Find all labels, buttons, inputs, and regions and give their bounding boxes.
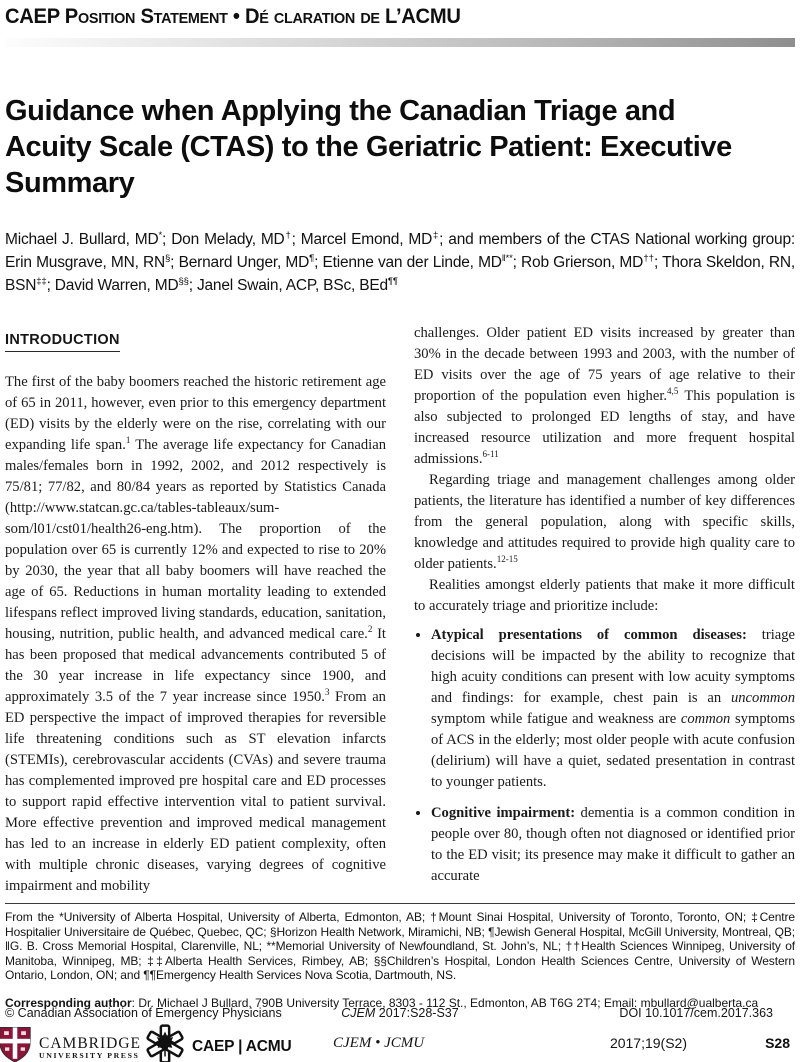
page-footer [5, 1026, 795, 1062]
article-body [5, 323, 795, 898]
journal-citation: CJEM 2017:S28-S37 [341, 1006, 459, 1020]
journal-name: CJEM • JCMU [333, 1035, 425, 1051]
cambridge-university-press-logo [0, 1026, 141, 1062]
affiliations-footnote: From the *University of Alberta Hospital, University of Alberta, Edmonton, AB; †Mount Sinai Hospital, University of Toronto, Toronto, ON; ‡Centre Hospitalier Universitaire de Québec, Quebec, QC; §Horizon Health Network, Miramichi, NB; ¶Jewish General Hospital, McGill University, Montreal, QB; ‖G. B. Cross Memorial Hospital, Clarenville, NL; **Memorial University of Newfoundland, St. John’s, NL; ††Health Sciences Winnipeg, University of Manitoba, Winnipeg, MB; ‡‡Alberta Health Services, Rimbey, AB; §§Children’s Hospital, London Health Sciences Centre, University of Western Ontario, London, ON; and ¶¶Emergency Health Services Nova Scotia, Dartmouth, NS. [5, 910, 795, 983]
page-number: S28 [765, 1035, 790, 1051]
series-header: CAEP Position Statement • Dé claration de L’ACMU [5, 5, 461, 28]
footnote-block [5, 903, 795, 1011]
caep-acmu-wordmark: CAEP | ACMU [192, 1037, 292, 1055]
introduction-paragraph: Regarding triage and management challenges among older patients, the literature has identified a number of key differences from the general population, along with specific skills, knowledge and attitudes required to provide high quality care to older patients.$^{12-15}$ [414, 472, 795, 572]
caep-acmu-logo [145, 1024, 291, 1062]
page-title: Guidance when Applying the Canadian Triage and Acuity Scale (CTAS) to the Geriatric Patient: Executive Summary [5, 95, 732, 199]
introduction-paragraph: The first of the baby boomers reached the historic retirement age of 65 in 2011, however, even prior to this emergency department (ED) visits by the elderly were on the rise, correlating with our expanding life span.$^1$ The average life expectancy for Canadian males/females born in 1992, 2002, and 2012 respectively is 75/81; 77/82, and 80/84 years as reported by Statistics Canada (http://www.statcan.gc.ca/tables-tableaux/sum-som/l01/cst01/health26-eng.htm). The proportion of the population over 65 is currently 12% and expected to rise to 20% by 2030, the year that all baby boomers will have reached the age of 65. Reductions in human mortality leading to extended lifespans reflect improved living standards, education, sanitation, housing, nutrition, public health, and advanced medical care.$^2$ It has been proposed that medical advancements contributed 5 of the 30 year increase in life expectancy since 1900, and approximately 3.5 of the 7 year increase since 1950.$^3$ From an ED perspective the impact of improved therapies for reversible life threatening conditions such as ST elevation infarcts (STEMIs), cerebrovascular accidents (CVAs) and severe trauma has complemented improved pre hospital care and ED processes to support rapid effective intervention vital to patient survival. More effective prevention and improved medical management has led to an increase in elderly ED patient complexity, often with multiple chronic diseases, varying degrees of cognitive impairment and mobility [5, 374, 386, 894]
list-item: • Cognitive impairment: dementia is a common condition in people over 80, though often not diagnosed or identified prior to the ED visit; its presence may make it difficult to gather an accurate [431, 803, 795, 887]
corresponding-author-note: Corresponding author: Dr. Michael J Bullard, 790B University Terrace, 8303 - 112 St., Edmonton, AB T6G 2T4; Email: mbullard@ualberta.ca [5, 995, 759, 1010]
section-heading-label: INTRODUCTION [5, 332, 120, 352]
list-item: • Atypical presentations of common diseases: triage decisions will be impacted by the ability to recognize that high acuity conditions can present with low acuity symptoms and findings: for example, chest pain is an uncommon symptom while fatigue and weakness are common symptoms of ACS in the elderly; most older people with acute confusion (delirium) will have a quiet, sedated presentation in contrast to younger patients. [431, 625, 795, 793]
introduction-paragraph: Realities amongst elderly patients that make it more difficult to accurately triage and prioritize include: [414, 577, 795, 614]
introduction-paragraph: challenges. Older patient ED visits increased by greater than 30% in the decade between 1993 and 2003, with the number of ED visits over the age of 75 years of age relative to their proportion of the population even higher.$^{4,5}$ This population is also subjected to prolonged ED lengths of stay, and have increased resource utilization and more frequent hospital admissions.$^{6-11}$ [414, 325, 795, 467]
issue-label: 2017;19(S2) [609, 1035, 687, 1051]
author-list: Michael J. Bullard, MD*; Don Melady, MD†; Marcel Emond, MD‡; and members of the CTAS National working group: Erin Musgrave, MN, RN§; Bernard Unger, MD¶; Etienne van der Linde, MD‖**; Rob Grierson, MD††; Thora Skeldon, RN, BSN‡‡; David Warren, MD§§; Janel Swain, ACP, BSc, BEd¶¶ [5, 229, 796, 294]
doi-label: DOI 10.1017/cem.2017.363 [619, 1006, 773, 1020]
star-of-life-maple-leaf-icon [145, 1024, 185, 1062]
cambridge-crest-icon [0, 1026, 33, 1062]
header-gradient-bar [5, 38, 795, 47]
copyright-notice: © Canadian Association of Emergency Physicians [5, 1006, 282, 1020]
key-differences-list [414, 625, 795, 887]
cambridge-press: UNIVERSITY PRESS [39, 1050, 140, 1060]
cambridge-name: CAMBRIDGE [39, 1034, 142, 1052]
right-column [414, 323, 795, 898]
imprint-row [5, 1006, 795, 1022]
cambridge-wordmark [39, 1036, 141, 1060]
left-column [5, 323, 386, 898]
section-heading-introduction [5, 323, 386, 352]
